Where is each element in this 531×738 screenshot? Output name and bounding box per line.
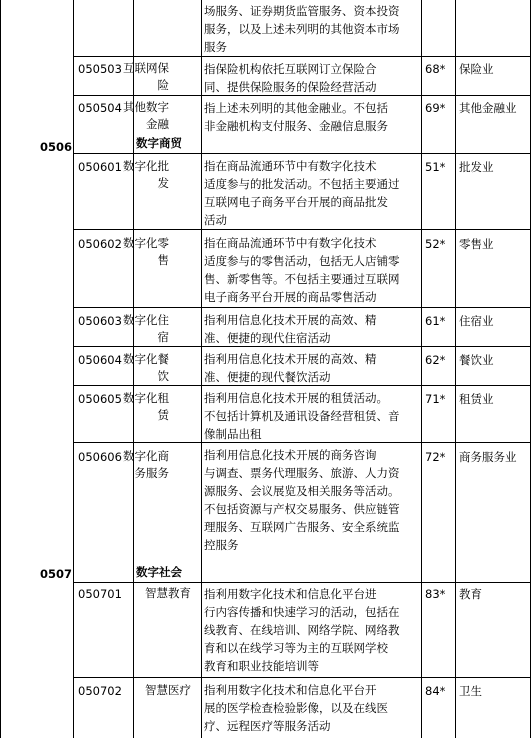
row-code: 050603 [78,314,122,328]
row-border [73,56,531,57]
row-number: 62* [425,353,446,367]
row-industry: 零售业 [459,237,494,251]
column-border-code [73,0,74,738]
row-number: 52* [425,237,446,251]
row-description: 指利用数字化技术和信息化平台进 行内容传播和快速学习的活动，包括在 线教育、在线培训、网络学院、网络教 育和以在线学习等为主的互联网学校 教育和职业技能培训等 [204,587,400,673]
row-code: 050504 [78,101,122,115]
row-description: 指利用数字化技术和信息化平台开 展的医学检查检验影像，以及在线医 疗、远程医疗等服务活动 [204,683,388,733]
row-border [73,582,531,583]
column-border-desc [201,0,202,738]
row-industry: 住宿业 [459,314,494,328]
row-number: 83* [425,587,446,601]
row-code: 050601 [78,160,122,174]
row-description: 指利用信息化技术开展的高效、精 准、便捷的现代餐饮活动 [204,352,377,384]
row-border [73,307,531,308]
row-name: 数字化商 务服务 [123,449,169,480]
row-number: 61* [425,314,446,328]
row-name: 数字化零 售 [123,236,169,267]
row-code: 050602 [78,237,122,251]
row-industry: 其他金融业 [459,101,517,115]
row-description: 指利用信息化技术开展的高效、精 准、便捷的现代住宿活动 [204,313,377,345]
row-description: 指在商品流通环节中有数字化技术 适度参与的批发活动。不包括主要通过 互联网电子商务平台开展的商品批发 活动 [204,159,400,227]
row-name: 数字化餐 饮 [123,352,169,383]
row-code: 050605 [78,392,122,406]
group-code-0507: 0507 [40,567,73,581]
row-number: 84* [425,684,446,698]
row-industry: 租赁业 [459,392,494,406]
group-code-0506: 0506 [40,140,73,154]
row-industry: 餐饮业 [459,353,494,367]
row-name: 智慧教育 [145,586,191,600]
column-border-left [0,0,1,738]
row-number: 68* [425,62,446,76]
row-code: 050606 [78,450,122,464]
row-number: 69* [425,101,446,115]
row-code: 050503 [78,62,122,76]
row-number: 71* [425,392,446,406]
column-border-num [421,0,422,738]
row-border [73,229,531,230]
row-number: 72* [425,450,446,464]
row-code: 050604 [78,353,122,367]
continued-description: 场服务、证券期货监管服务、资本投资 服务，以及上述未列明的其他资本市场 服务 [204,4,400,54]
row-border [73,677,531,678]
row-name: 其他数字 金融 [123,100,169,131]
row-name: 数字化租 赁 [123,391,169,422]
row-name: 互联网保 险 [123,61,169,92]
row-name: 智慧医疗 [145,683,191,697]
row-description: 指利用信息化技术开展的租赁活动。 不包括计算机及通讯设备经营租赁、音 像制品出租 [204,391,400,441]
row-name: 数字化批 发 [123,159,169,190]
column-border-industry [455,0,456,738]
row-code: 050702 [78,684,122,698]
row-description: 指利用信息化技术开展的商务咨询 与调查、票务代理服务、旅游、人力资 源服务、会议展览及相关服务等活动。 不包括资源与产权交易服务、供应链管 理服务、互联网广告服务、安全系统监 控服务 [204,448,400,552]
row-industry: 批发业 [459,160,494,174]
group-title-digital-commerce: 数字商贸 [136,136,182,150]
group-title-digital-society: 数字社会 [136,565,182,579]
row-industry: 保险业 [459,62,494,76]
row-description: 指保险机构依托互联网订立保险合 同、提供保险服务的保险经营活动 [204,62,377,94]
row-number: 51* [425,160,446,174]
row-industry: 教育 [459,587,482,601]
row-border [73,153,531,154]
row-description: 指上述未列明的其他金融业。不包括 非金融机构支付服务、金融信息服务 [204,101,388,133]
row-industry: 卫生 [459,684,482,698]
row-name: 数字化住 宿 [123,313,169,344]
row-industry: 商务服务业 [459,450,517,464]
row-code: 050701 [78,587,122,601]
row-description: 指在商品流通环节中有数字化技术 适度参与的零售活动，包括无人店铺零 售、新零售等。不包括主要通过互联网 电子商务平台开展的商品零售活动 [204,236,400,304]
